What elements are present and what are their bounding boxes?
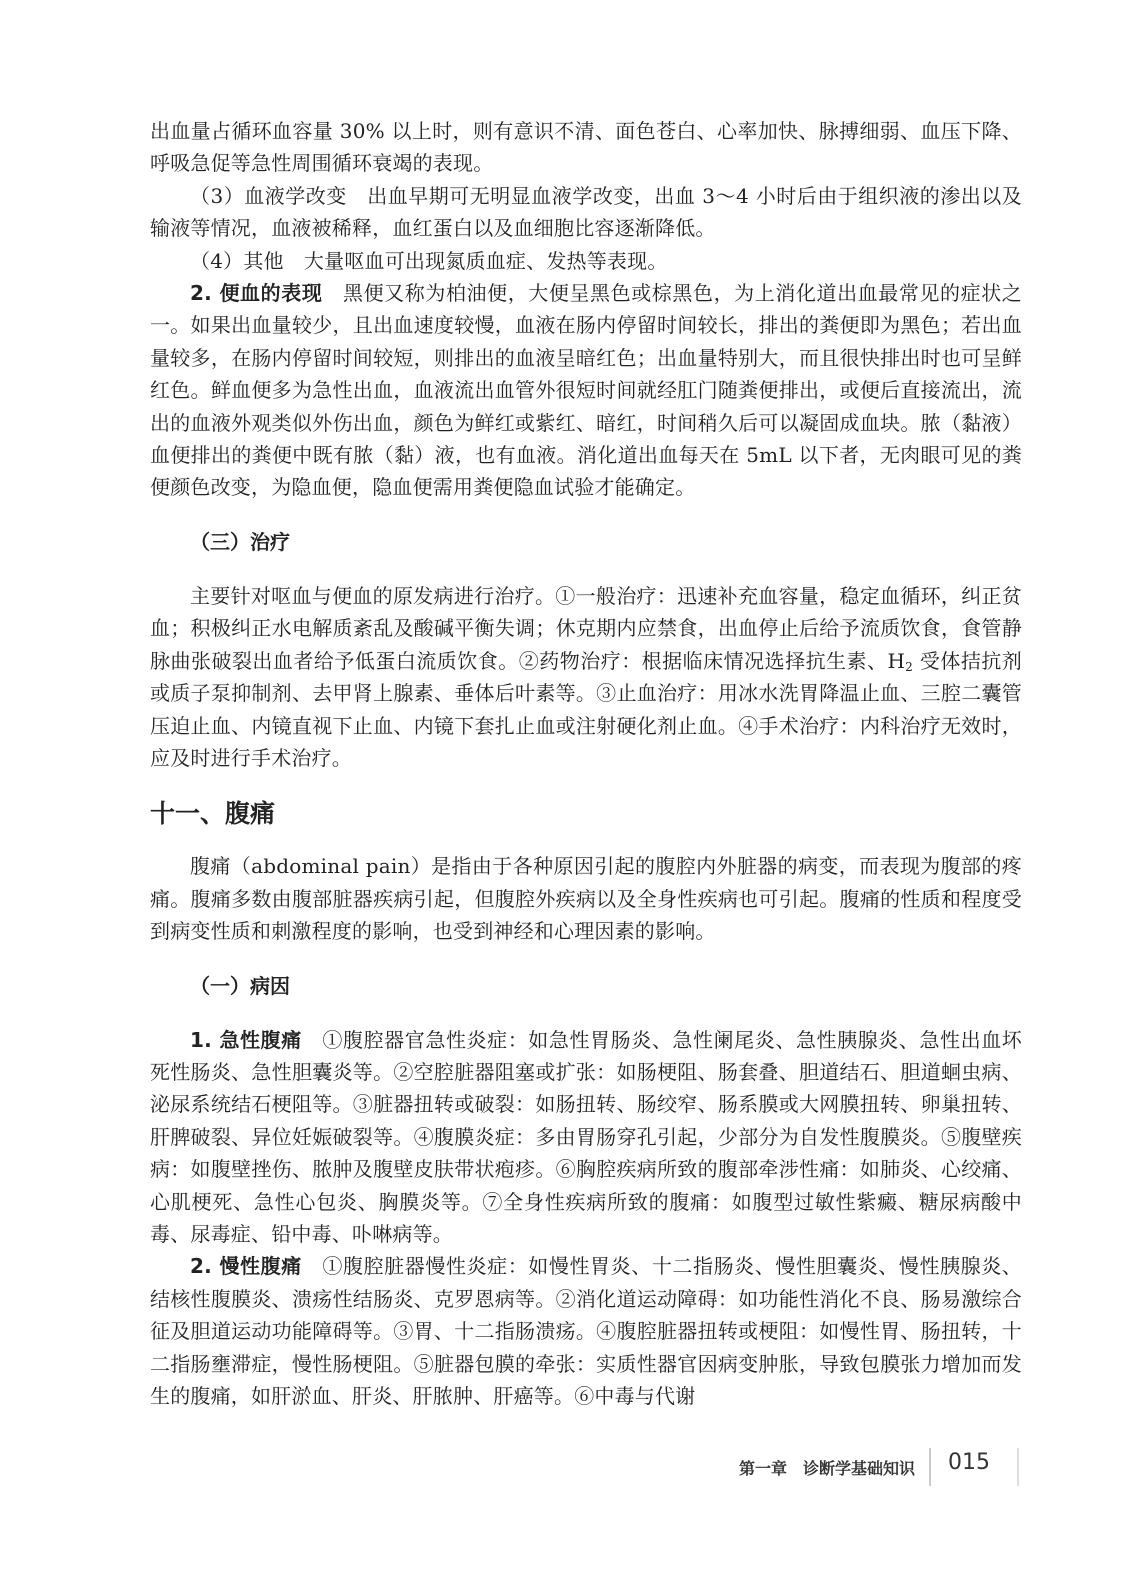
paragraph-chronic-pain bbox=[150, 1250, 1022, 1412]
paragraph-other: （4）其他 大量呕血可出现氮质血症、发热等表现。 bbox=[190, 248, 668, 273]
hematochezia-text: 黑便又称为柏油便，大便呈黑色或棕黑色，为上消化道出血最常见的症状之一。如果出血量较少，且出血速度较慢，血液在肠内停留时间较长，排出的粪便即为黑色；若出血量较多，在肠内停留时间较短，则排出的血液呈暗红色；出血量特别大，而且很快排出时也可呈鲜红色。鲜血便多为急性出血，血液流出血管外很短时间就经肛门随粪便排出，或便后直接流出，流出的血液外观类似外伤出血，颜色为鲜红或紫红、暗红，时间稍久后可以凝固成血块。脓（黏液）血便排出的粪便中既有脓（黏）液，也有血液。消化道出血每天在 5mL 以下者，无肉眼可见的粪便颜色改变，为隐血便，隐血便需用粪便隐血试验才能确定。 bbox=[150, 281, 1022, 500]
footer-divider bbox=[929, 1448, 931, 1486]
treatment-subscript: 2 bbox=[905, 659, 914, 674]
heading-treatment: （三）治疗 bbox=[190, 529, 290, 554]
chapter-title: 第一章 诊断学基础知识 bbox=[738, 1459, 915, 1478]
heading-cause: （一）病因 bbox=[190, 973, 290, 998]
paragraph-treatment bbox=[150, 580, 1022, 774]
acute-pain-text: ①腹腔器官急性炎症：如急性胃肠炎、急性阑尾炎、急性胰腺炎、急性出血坏死性肠炎、急性胆囊炎等。②空腔脏器阻塞或扩张：如肠梗阻、肠套叠、胆道结石、胆道蛔虫病、泌尿系统结石梗阻等。③脏器扭转或破裂：如肠扭转、肠绞窄、肠系膜或大网膜扭转、卵巢扭转、肝脾破裂、异位妊娠破裂等。④腹膜炎症：多由胃肠穿孔引起，少部分为自发性腹膜炎。⑤腹壁疾病：如腹壁挫伤、脓肿及腹壁皮肤带状疱疹。⑥胸腔疾病所致的腹部牵涉性痛：如肺炎、心绞痛、心肌梗死、急性心包炎、胸膜炎等。⑦全身性疾病所致的腹痛：如腹型过敏性紫癜、糖尿病酸中毒、尿毒症、铅中毒、卟啉病等。 bbox=[150, 1027, 1022, 1246]
chronic-pain-label: 2. 慢性腹痛 bbox=[190, 1254, 302, 1279]
treatment-text-a: 主要针对呕血与便血的原发病进行治疗。①一般治疗：迅速补充血容量，稳定血循环，纠正贫血；积极纠正水电解质紊乱及酸碱平衡失调；休克期内应禁食，出血停止后给予流质饮食，食管静脉曲张破裂出血者给予低蛋白流质饮食。②药物治疗：根据临床情况选择抗生素、H bbox=[150, 583, 1022, 673]
hematochezia-label: 2. 便血的表现 bbox=[190, 281, 323, 306]
page-content bbox=[150, 115, 1022, 1412]
paragraph-blood-loss: 出血量占循环血容量 30% 以上时，则有意识不清、面色苍白、心率加快、脉搏细弱、血压下降、呼吸急促等急性周围循环衰竭的表现。 bbox=[150, 119, 1022, 176]
section-title: 十一、腹痛 bbox=[150, 799, 276, 829]
paragraph-acute-pain bbox=[150, 1024, 1022, 1251]
paragraph-hematology: （3）血液学改变 出血早期可无明显血液学改变，出血 3～4 小时后由于组织液的渗出以及输液等情况，血液被稀释，血红蛋白以及血细胞比容逐渐降低。 bbox=[150, 183, 1022, 241]
footer-edge-line bbox=[1017, 1448, 1019, 1486]
paragraph-hematochezia bbox=[150, 277, 1022, 504]
acute-pain-label: 1. 急性腹痛 bbox=[190, 1027, 302, 1052]
chronic-pain-text: ①腹腔脏器慢性炎症：如慢性胃炎、十二指肠炎、慢性胆囊炎、慢性胰腺炎、结核性腹膜炎、溃疡性结肠炎、克罗恩病等。②消化道运动障碍：如功能性消化不良、肠易激综合征及胆道运动功能障碍等。③胃、十二指肠溃疡。④腹腔脏器扭转或梗阻：如慢性胃、肠扭转，十二指肠壅滞症，慢性肠梗阻。⑤脏器包膜的牵张：实质性器官因病变肿胀，导致包膜张力增加而发生的腹痛，如肝淤血、肝炎、肝脓肿、肝癌等。⑥中毒与代谢 bbox=[150, 1254, 1022, 1408]
paragraph-abdominal-pain-intro: 腹痛（abdominal pain）是指由于各种原因引起的腹腔内外脏器的病变，而表现为腹部的疼痛。腹痛多数由腹部脏器疾病引起，但腹腔外疾病以及全身性疾病也可引起。腹痛的性质和程度受到病变性质和刺激程度的影响，也受到神经和心理因素的影响。 bbox=[150, 854, 1022, 944]
page-footer bbox=[0, 1448, 1127, 1488]
page-number: 015 bbox=[948, 1450, 990, 1475]
treatment-text-b: 受体拮抗剂或质子泵抑制剂、去甲肾上腺素、垂体后叶素等。③止血治疗：用冰水洗胃降温止血、三腔二囊管压迫止血、内镜直视下止血、内镜下套扎止血或注射硬化剂止血。④手术治疗：内科治疗无效时，应及时进行手术治疗。 bbox=[150, 648, 1023, 770]
